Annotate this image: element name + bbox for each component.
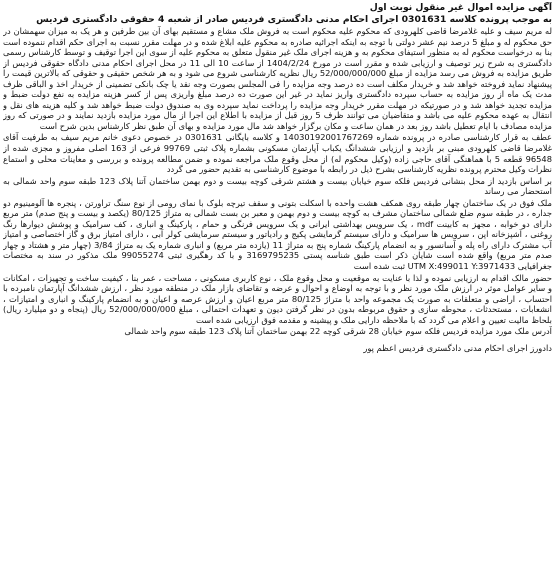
notice-paragraph-3: بر اساس بازدید از محل بنشانی فردیس فلکه سوم خیابان بیست و هشتم شرقی کوچه بیست و دوم بهمن ساختمان آتنا پلاک 123 طبقه سوم واحد شمالی به استحضار می رساند: [3, 175, 552, 197]
notice-paragraph-1: له مریم سیف و علیه غلامرضا قاضی کلهرودی که محکوم علیه محکوم است به فروش ملک مشاع و مستقیم بهای آن بین طرفین و هر یک به میزان سهمشان در حق محکوم له و مبلغ 5 درصد نیم عشر دولتی با توجه به اینکه اجرائیه صادره به محکوم علیه ابلاغ شده و در مهلت مقرر نسبت به اجرای حکم اقدام ننموده است بنا به درخواست محکوم له به منظور استیفای محکوم به و هزینه اجرای ملک غیر منقول متعلق به محکوم علیه از سوی این اجرا توقیف و توسط کارشناس رسمی دادگستری به شرح زیر توصیف و ارزیابی شده و مقرر است در مورخ 1404/2/24 از ساعت 10 الی 11 در محل اجرای احکام مدنی دادگاه حقوقی فردیس از طریق مزایده به فروش می رسد مزایده از مبلغ 52/000/000/000 ریال نظریه کارشناسی شروع می شود و به هر شخص حقیقی و حقوقی که بالاترین قیمت را پیشنهاد نماید فروخته خواهد شد و خریدار مکلف است ده درصد وجه مزایده را فی المجلس بصورت وجه نقد یا چک بانکی تضمینی از خریدار اخذ و الباقی ظرف مدت یک ماه از روز مزایده به حساب سپرده دادگستری واریز نماید در غیر این صورت ده درصد مبلغ واریزی پس از کسر هزینه مزایده به نفع دولت ضبط و مزایده تجدید خواهد شد و در صورتیکه در مهلت مقرر خریدار وجه مزایده را پرداخت نماید سپرده وی به صندوق دولت ضبط خواهد شد و کلیه هزینه های نقل و انتقال به عهده محکوم علیه می باشد و متقاضیان می توانند ظرف 5 روز قبل از مزایده با اطلاع این اجرا از مال مورد مزایده بازدید نمایند و در صورتی که روز مزایده مصادف با ایام تعطیل باشد روز بعد در همان ساعت و مکان برگزار خواهد شد مال مورد مزایده و بهای آن طبق نظر کارشناس بدین شرح است: [3, 26, 552, 131]
signature-line: دادورز اجرای احکام مدنی دادگستری فردیس اعظم پور: [363, 342, 552, 353]
property-address: آدرس ملک مورد مزایده فردیس فلکه سوم خیابان 28 شرقی کوچه 22 بهمن ساختمان آتنا پلاک 123 طبقه سوم واحد شمالی: [124, 326, 552, 337]
notice-paragraph-5: حضور مالک اقدام به ارزیابی نموده و لذا با عنایت به موقعیت و محل وقوع ملک ، نوع کاربری مسکونی ، مساحت ، عمر بنا ، کیفیت ساخت و تجهیزات ، امکانات و سایر عوامل موثر در ارزش ملک مورد نظر و با توجه به اوضاع و احوال و عرضه و تقاضای بازار ملک در منطقه مورد نظر ، ارزش ششدانگ آپارتمان نامبرده با احتساب ، اراضی و متعلقات به صورت یک مجموعه واحد با متراژ 80/125 متر مربع اعیان و ارزش عرصه و اعیان و به انضمام پارکینگ و انباری و امتیازات ، انشعابات ، مستحدثات ، محوطه سازی و حقوق مربوطه بدون در نظر گرفتن دیون و تعهدات احتمالی ، مبلغ 52/000/000/000 ریال (پنجاه و دو میلیارد ریال) بلحاظ مالیت تعیین و اعلام می گردد که با ملاحظه دارایی ملک و پیشینه و مقدمه فوق ارزیابی شده است: [3, 272, 552, 325]
notice-paragraph-4: ملک فوق در یک ساختمان چهار طبقه روی همکف هشت واحده با اسکلت بتونی و سقف تیرچه بلوک با نمای رومی از نوع سنگ تراورتن ، پنجره ها آلومینیوم دو جداره ، در طبقه سوم ضلع شمالی ساختمان مشرف به کوچه بیست و دوم بهمن و معبر بن بست شمالی به متراژ 80/125 (یکصد و بیست و پنج صدم) متر مربع دارای دو خوابه ، مجهز به کابینت mdf ، یک سرویس بهداشتی ایرانی و یک سرویس فرنگی و حمام ، پارکینگ و انباری ، کف سرامیک و پوشش دیوارها رنگ روغنی ، آشپزخانه اپن ، سرویس ها سرامیک و دارای سیستم گرمایشی پکیج و رادیاتور و سیستم سرمایشی کولر آبی ، دارای امتیاز برق و گاز اختصاصی و امتیاز آب مشترک دارای راه پله و آسانسور و به انضمام پارکینگ شماره پنج به متراژ 11 (یازده متر مربع) و انباری شماره یک به متراژ 3/84 (چهار متر و هشتاد و چهار صدم متر مربع) واقع شده است شایان ذکر است طبق شناسه پستی 3169795235 و با کد رهگیری ثبتی 99055274 ملک مذکور در سند به مختصات جغرافیایی UTM X:499011 Y:3971433 ثبت شده است: [3, 197, 552, 272]
notice-subtitle: به موجب پرونده کلاسه 0301631 اجرای احکام مدنی دادگستری فردیس صادر از شعبه 4 حقوقی دادگستری فردیس: [36, 14, 552, 25]
notice-paragraph-2: عطف به قرار کارشناسی صادره در پرونده شماره 14030192001767269 و کلاسه بایگانی 0301631 در خصوص دعوی خانم مریم سیف به طرفیت آقای غلامرضا قاضی کلهرودی مبنی بر بازدید و ارزیابی ششدانگ یکباب آپارتمان مسکونی بشماره پلاک ثبتی 99769 فرعی از 163 اصلی مفروز و مجزی شده از 96548 قطعه 5 با هماهنگی آقای حاجی زاده (وکیل محکوم له) از محل وقوع ملک مراجعه نموده و ضمن مطالعه پرونده و بررسی و معاینات محلی و استماع نظرات وکیل محترم پرونده نظریه کارشناسی بشرح ذیل در رابطه با موضوع کارشناسی به تقدیم حضور می گردد: [3, 132, 552, 175]
notice-title: آگهی مزایده اموال غیر منقول نوبت اول: [369, 2, 552, 13]
auction-notice: [3, 2, 552, 574]
